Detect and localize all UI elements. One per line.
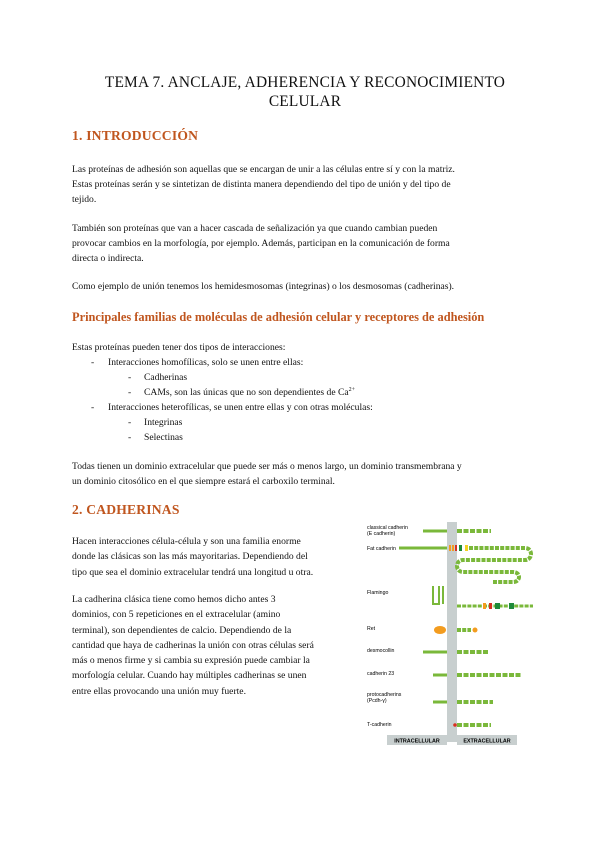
- text-line: entre ellas provocando una unión muy fuerte.: [72, 685, 246, 697]
- intro-heading: 1. INTRODUCCIÓN: [72, 128, 199, 143]
- list-dash: -: [91, 357, 95, 368]
- text-line: donde las clásicas son las más mayoritarias. Dependiendo del: [72, 551, 308, 563]
- text-line: Hacen interacciones célula-célula y son una familia enorme: [72, 536, 301, 547]
- list-item-selectinas: Selectinas: [144, 432, 183, 443]
- list-item-homophilic: Interacciones homofílicas, solo se unen entre ellas:: [108, 357, 304, 368]
- families-outro: [72, 459, 528, 489]
- membrane: [447, 522, 457, 742]
- t-cadherin-shape: [453, 723, 491, 727]
- intro-paragraph-2: [72, 221, 528, 266]
- cadherinas-paragraph-2: [72, 592, 352, 699]
- list-dash: -: [128, 432, 132, 443]
- text-line: Todas tienen un dominio extracelular que puede ser más o menos largo, un dominio transmembrana y: [72, 461, 462, 472]
- label-desmocollin: desmocollin: [367, 648, 395, 654]
- fat-cadherin-shape: [399, 545, 531, 582]
- cadherinas-paragraph-1: [72, 534, 352, 580]
- title-line-2: CELULAR: [268, 93, 342, 110]
- list-item-cams: [144, 385, 355, 400]
- text-line: un dominio citosólico en el que siempre estará el carboxilo terminal.: [72, 476, 335, 487]
- label-protocadherins: protocadherins: [367, 692, 402, 698]
- text-line: Estas proteínas serán y se sintetizan de distinta manera dependiendo del tipo de unión y del tipo de: [72, 179, 451, 190]
- text-line: provocar cambios en la morfología, por ejemplo. Además, participan en la comunicación de forma: [72, 238, 450, 249]
- label-cadherin-23: cadherin 23: [367, 671, 395, 677]
- label-flamingo: Flamingo: [367, 590, 389, 596]
- label-intracellular: INTRACELLULAR: [394, 738, 440, 745]
- text-line: directa o indirecta.: [72, 253, 144, 264]
- list-item-heterophilic: Interacciones heterofílicas, se unen entre ellas y con otras moléculas:: [108, 402, 373, 413]
- list-item-cadherinas: Cadherinas: [144, 372, 188, 383]
- list-item-cams-text: CAMs, son las únicas que no son dependientes de Ca: [144, 387, 349, 398]
- text-line: Las proteínas de adhesión son aquellas que se encargan de unir a las células entre sí y con la matriz.: [72, 164, 455, 175]
- text-line: La cadherina clásica tiene como hemos dicho antes 3: [72, 594, 276, 605]
- text-line: más o menos firme y si cambia su expresión puede cambiar la: [72, 655, 310, 667]
- superscript: 2+: [348, 386, 356, 393]
- cadherinas-heading: 2. CADHERINAS: [72, 502, 180, 517]
- text-line: cantidad que haya de cadherinas la unión con otras células será: [72, 639, 314, 651]
- label-ret: Ret: [367, 626, 376, 632]
- families-heading: Principales familias de moléculas de adhesión celular y receptores de adhesión: [72, 310, 485, 324]
- text-line: tipo que sea el dominio extracelular tendrá una longitud u otra.: [72, 566, 314, 578]
- list-dash: -: [128, 417, 132, 428]
- list-dash: -: [91, 402, 95, 413]
- list-dash: -: [128, 372, 132, 383]
- label-e-cadherin: (E cadherin): [367, 531, 396, 537]
- cadherin-family-figure: [363, 520, 535, 750]
- list-item-integrinas: Integrinas: [144, 417, 183, 428]
- label-classical-cadherin: classical cadherin: [367, 525, 408, 531]
- text-line: terminal), son dependientes de calcio. Dependiendo de la: [72, 624, 292, 636]
- intro-paragraph-3: Como ejemplo de unión tenemos los hemidesmosomas (integrinas) o los desmosomas (cadherinas).: [72, 281, 455, 292]
- families-intro: Estas proteínas pueden tener dos tipos de interacciones:: [72, 342, 286, 353]
- list-dash: -: [128, 387, 132, 398]
- text-line: También son proteínas que van a hacer cascada de señalización ya que cuando cambian pueden: [72, 223, 438, 234]
- label-fat-cadherin: Fat cadherin: [367, 546, 396, 552]
- intro-paragraph-1: [72, 162, 528, 207]
- document-title: [70, 73, 540, 111]
- text-line: morfología celular. Cuando hay múltiples cadherinas se unen: [72, 670, 307, 682]
- text-line: tejido.: [72, 194, 97, 205]
- label-t-cadherin: T-cadherin: [367, 722, 392, 728]
- title-line-1: TEMA 7. ANCLAJE, ADHERENCIA Y RECONOCIMIENTO: [104, 74, 506, 91]
- label-pcdh-gamma: (Pcdh-γ): [367, 698, 387, 704]
- label-extracellular: EXTRACELLULAR: [463, 738, 511, 745]
- text-line: dominios, con 5 repeticiones en el extracelular (amino: [72, 609, 281, 621]
